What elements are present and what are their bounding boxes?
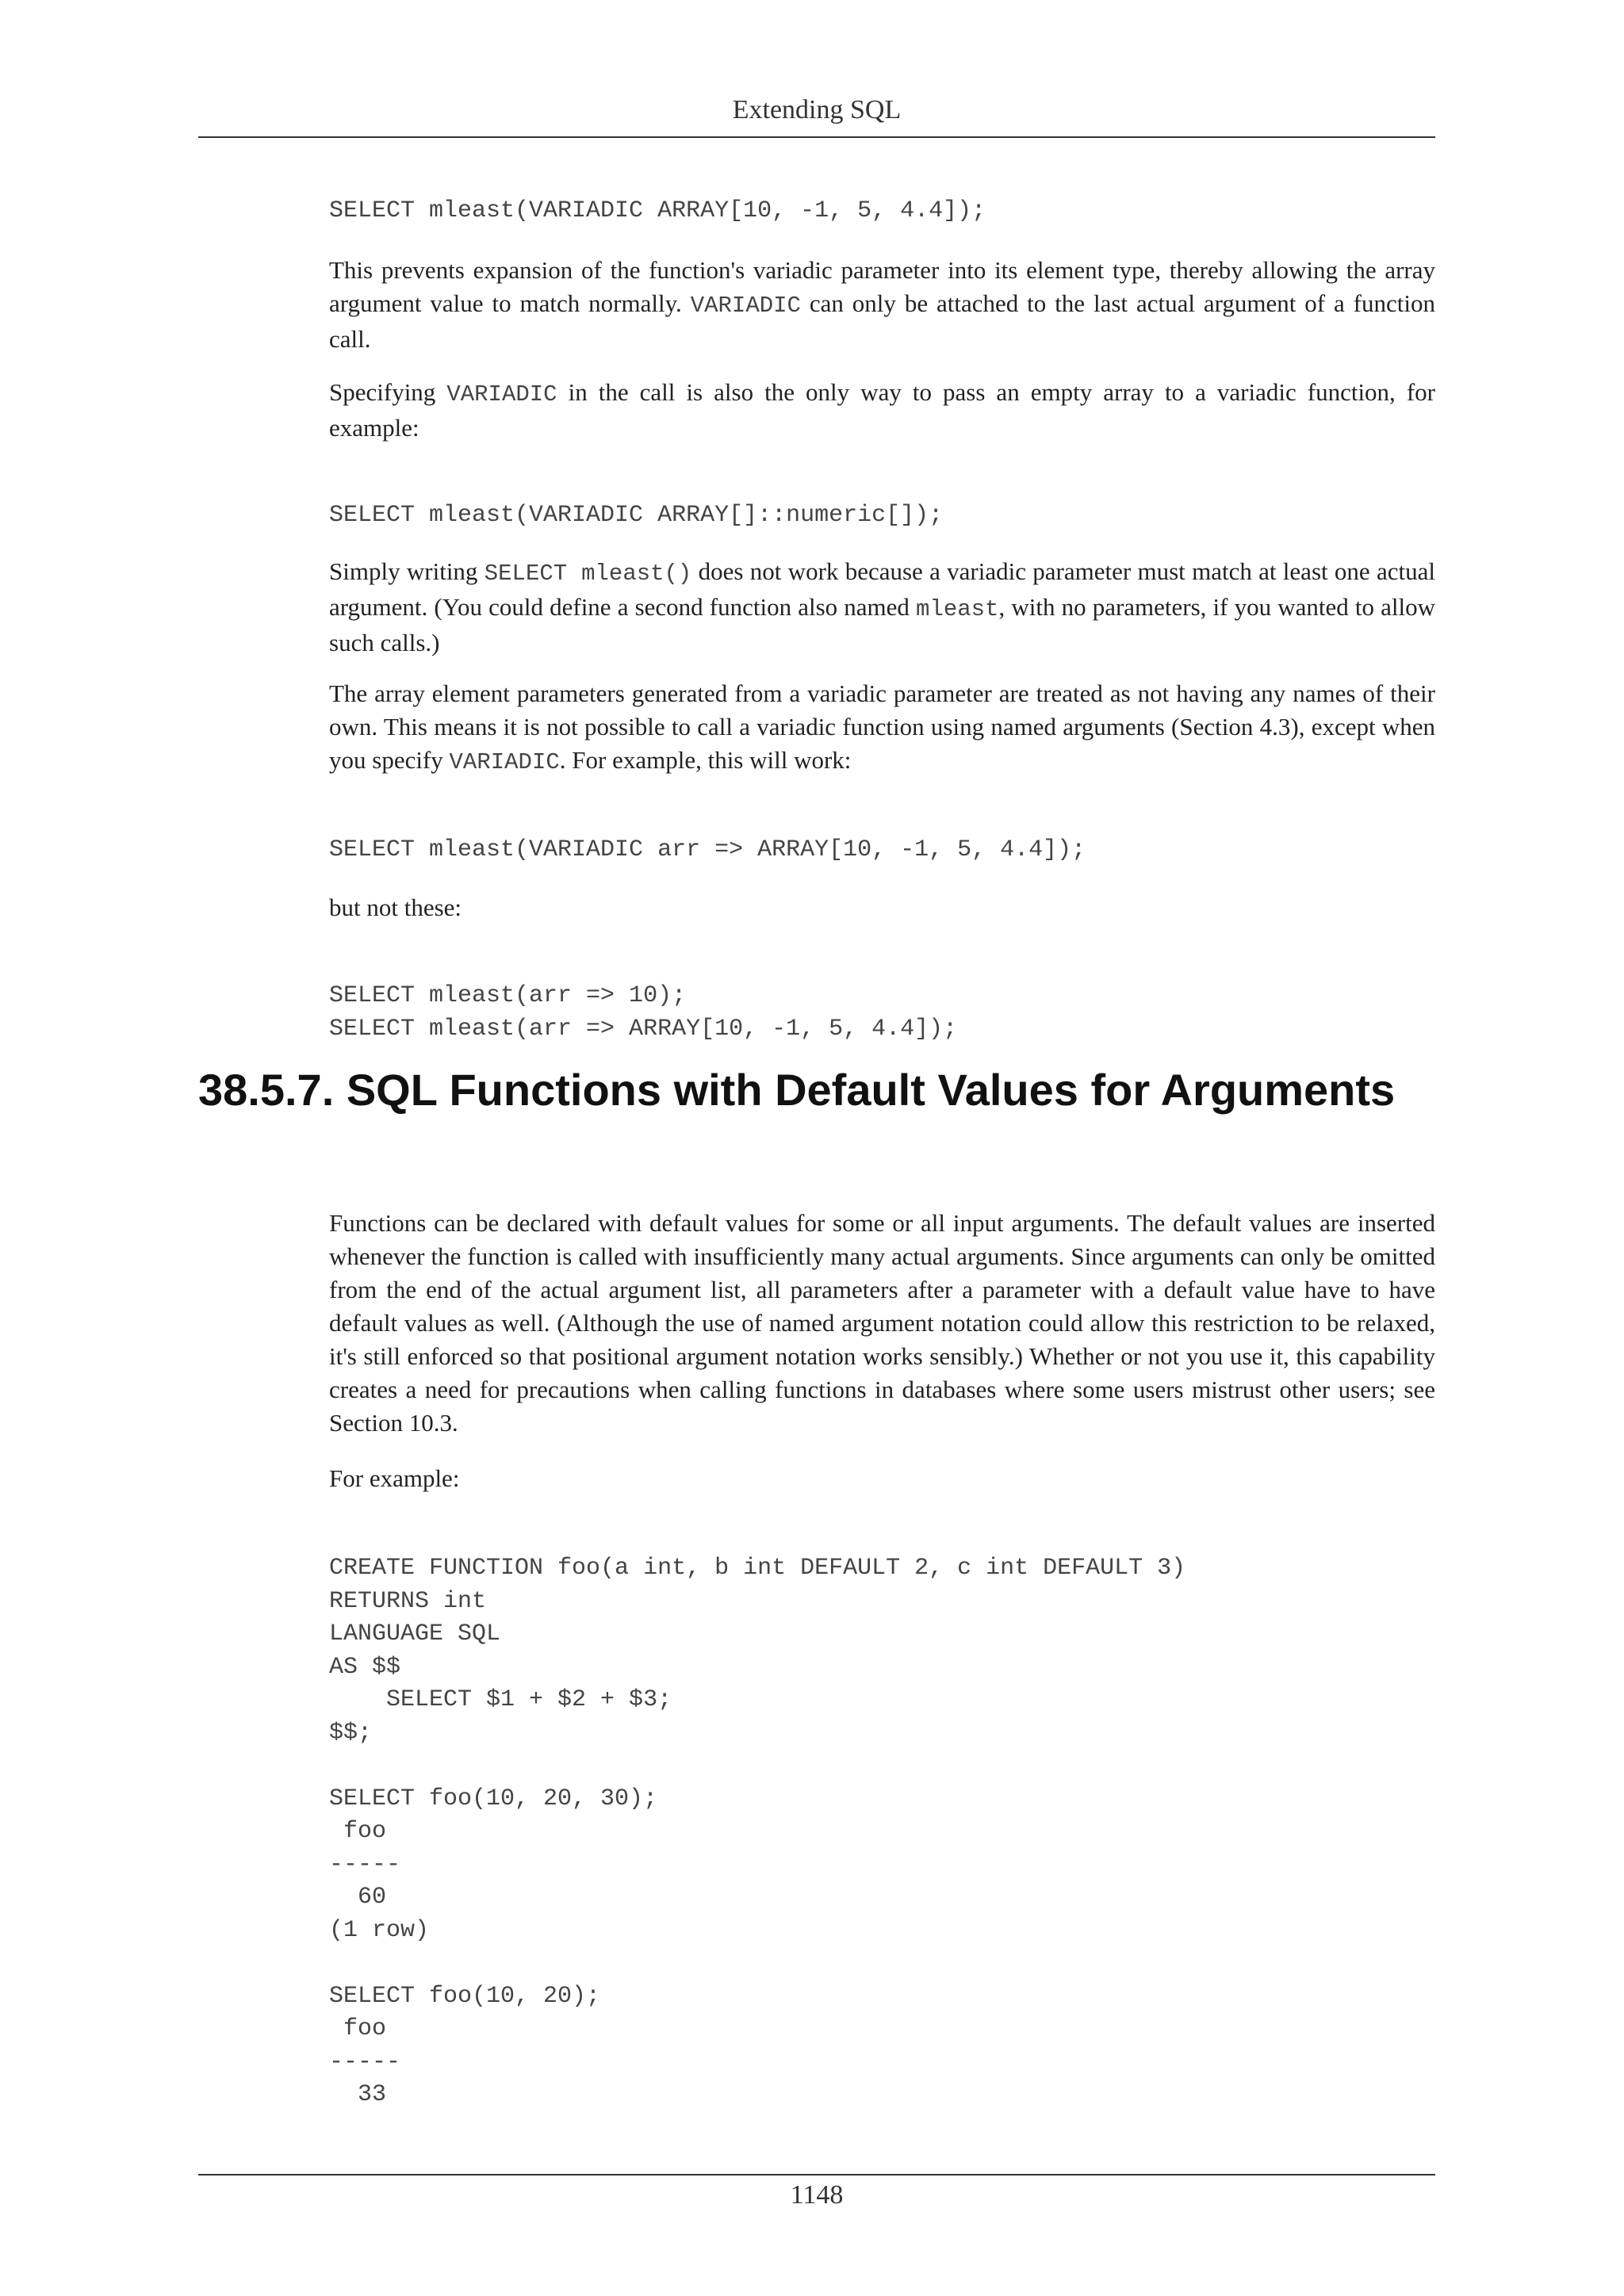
inline-code-select-mleast: SELECT mleast(): [484, 561, 692, 587]
section-heading: 38.5.7. SQL Functions with Default Values for Arguments: [198, 1065, 1396, 1115]
paragraph-3-text-a: Simply writing: [329, 557, 485, 585]
inline-code-variadic: VARIADIC: [446, 381, 557, 408]
paragraph-3-text-c: , with no parameters, if you wanted to allow such calls.): [329, 593, 1435, 656]
inline-code-variadic: VARIADIC: [690, 293, 801, 319]
paragraph-1-text-a: This prevents expansion of the function's variadic parameter into its element type, thereby allowing the array argument value to match normally.: [329, 256, 1435, 317]
paragraph-2: [329, 376, 1435, 445]
inline-code-mleast: mleast: [916, 596, 999, 622]
paragraph-7: For example:: [329, 1464, 460, 1492]
paragraph-4-text-a: The array element parameters generated from a variadic parameter are treated as not having any names of their own. This means it is not possible to call a variadic function using named arguments (Section 4.3), except when you specify: [329, 679, 1435, 774]
page-number: 1148: [790, 2180, 844, 2210]
code-block-1: SELECT mleast(VARIADIC ARRAY[10, -1, 5, 4.4]);: [329, 197, 986, 224]
paragraph-1-text-b: can only be attached to the last actual argument of a function call.: [329, 289, 1435, 353]
paragraph-4-text-b: . For example, this will work:: [559, 746, 852, 774]
paragraph-1: [329, 254, 1435, 356]
paragraph-5: but not these:: [329, 894, 462, 921]
running-header: Extending SQL: [732, 95, 902, 124]
paragraph-3-text-b: does not work because a variadic parameter must match at least one actual argument. (You could define a second function also named: [329, 557, 1435, 621]
paragraph-2-text-a: Specifying: [329, 378, 447, 406]
inline-code-variadic: VARIADIC: [449, 749, 560, 775]
paragraph-6: Functions can be declared with default values for some or all input arguments. The default values are inserted whenever the function is called with insufficiently many actual arguments. Since arguments can only be omitted from the end of the actual argument list, all parameters after a parameter with a default value have to have default values as well. (Although the use of named argument notation could allow this restriction to be relaxed, it's still enforced so that positional argument notation works sensibly.) Whether or not you use it, this capability creates a need for precautions when calling functions in databases where some users mistrust other users; see Section 10.3.: [329, 1209, 1435, 1437]
paragraph-4: [329, 677, 1435, 779]
code-block-5: CREATE FUNCTION foo(a int, b int DEFAULT 2, c int DEFAULT 3) RETURNS int LANGUAGE SQL AS $$ SELECT $1 + $2 + $3; $$; SELECT foo(10, 20, 30); foo ----- 60 (1 row) SELECT foo(10, 20); foo ----- 33: [329, 1555, 1186, 2108]
footer-rule: [198, 2174, 1435, 2175]
code-block-2: SELECT mleast(VARIADIC ARRAY[]::numeric[]);: [329, 502, 944, 529]
code-block-4: SELECT mleast(arr => 10); SELECT mleast(arr => ARRAY[10, -1, 5, 4.4]);: [329, 982, 958, 1043]
header-rule: [198, 136, 1435, 138]
code-block-3: SELECT mleast(VARIADIC arr => ARRAY[10, -1, 5, 4.4]);: [329, 836, 1086, 863]
paragraph-3: [329, 555, 1435, 660]
paragraph-2-text-b: in the call is also the only way to pass an empty array to a variadic function, for example:: [329, 378, 1435, 442]
